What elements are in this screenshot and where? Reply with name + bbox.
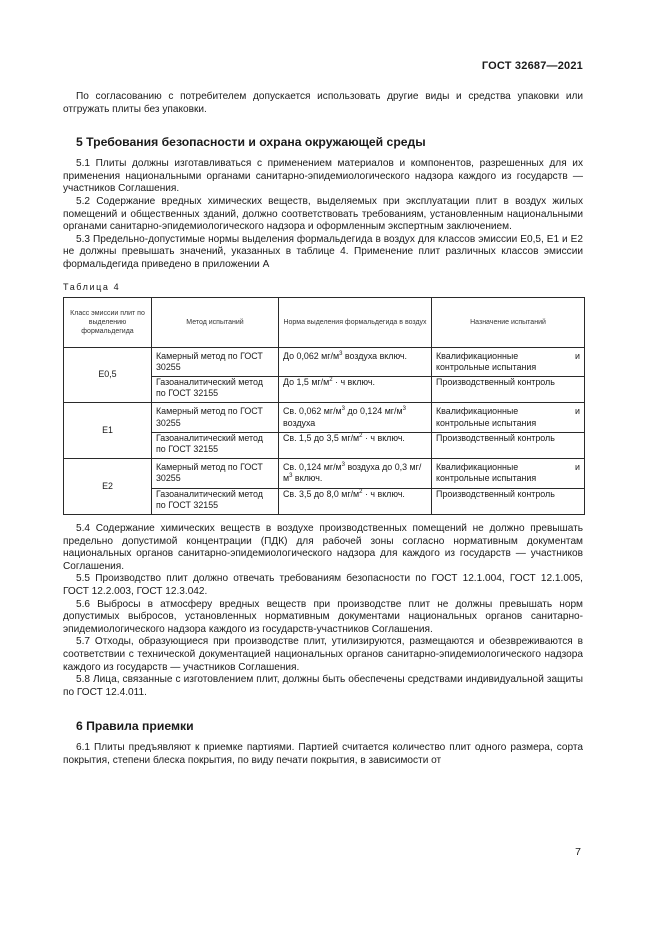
purpose-qualification: Квалификационные и контрольные испытания	[432, 459, 585, 488]
emission-class-cell: Е2	[64, 459, 152, 515]
clause-6-1: 6.1 Плиты предъявляют к приемке партиями. Партией считается количество плит одного размера, сорта покрытия, степени блеска покрытия, по виду печати покрытия, в зависимости от	[63, 742, 583, 766]
emission-class-cell: Е0,5	[64, 347, 152, 403]
table-header-row	[64, 297, 585, 347]
table-4-caption: Таблица 4	[63, 281, 121, 292]
clause-5-3: 5.3 Предельно-допустимые нормы выделения формальдегида в воздух для классов эмиссии Е0,5, Е1 и Е2 не должны превышать значений, указанных в таблице 4. Применение плит различных классов эмиссии формальдегида приведено в приложении А	[63, 233, 583, 270]
norm-gas-analytic: Св. 3,5 до 8,0 $мг/м^2 \cdot ч$ включ.	[279, 488, 432, 514]
clause-5-6: 5.6 Выбросы в атмосферу вредных веществ при производстве плит не должны превышать норм допустимых выбросов, установленных нормативным документами национальных органов санитарно-эпидемиологического надзора каждого из государств-участников Соглашения.	[63, 598, 583, 635]
page-content	[63, 91, 583, 767]
method-chamber: Камерный метод по ГОСТ 30255	[152, 459, 279, 488]
norm-gas-analytic: Св. 1,5 до 3,5 $мг/м^2 \cdot ч$ включ.	[279, 432, 432, 458]
header-test-method: Метод испытаний	[152, 297, 279, 347]
method-gas-analytic: Газоаналитический метод по ГОСТ 32155	[152, 432, 279, 458]
norm-gas-analytic: До 1,5 $мг/м^2 \cdot ч$ включ.	[279, 376, 432, 402]
norm-chamber: До 0,062 $мг/м^3$ воздуха включ.	[279, 347, 432, 376]
purpose-qualification: Квалификационные и контрольные испытания	[432, 347, 585, 376]
method-gas-analytic: Газоаналитический метод по ГОСТ 32155	[152, 488, 279, 514]
norm-chamber: Св. 0,062 $мг/м^3$ до 0,124 $мг/м^3$ воздуха	[279, 403, 432, 432]
table-row	[64, 403, 585, 432]
table-row	[64, 459, 585, 488]
clause-5-8: 5.8 Лица, связанные с изготовлением плит, должны быть обеспечены средствами индивидуальной защиты по ГОСТ 12.4.011.	[63, 674, 583, 698]
section-5-title: 5 Требования безопасности и охрана окружающей среды	[76, 135, 426, 150]
method-chamber: Камерный метод по ГОСТ 30255	[152, 347, 279, 376]
norm-chamber: Св. 0,124 $мг/м^3$ воздуха до 0,3 $мг/м^3$ включ.	[279, 459, 432, 488]
section-6-title: 6 Правила приемки	[76, 719, 194, 734]
header-emission-norm: Норма выделения формальдегида в воздух	[279, 297, 432, 347]
clause-5-1: 5.1 Плиты должны изготавливаться с применением материалов и компонентов, разрешенных для их применения национальными органами санитарно-эпидемиологического надзора каждого из государств — участников Соглашения.	[63, 158, 583, 195]
purpose-qualification: Квалификационные и контрольные испытания	[432, 403, 585, 432]
method-chamber: Камерный метод по ГОСТ 30255	[152, 403, 279, 432]
table-row	[64, 347, 585, 376]
clause-5-4: 5.4 Содержание химических веществ в воздухе производственных помещений не должно превышать предельно допустимой концентрации (ПДК) для рабочей зоны согласно нормативным документам национальных органов санитарно-эпидемиологического надзора для каждого из государств — участников Соглашения.	[63, 522, 583, 572]
page-number: 7	[575, 846, 581, 858]
clause-5-7: 5.7 Отходы, образующиеся при производстве плит, утилизируются, размещаются и обезвреживаются в соответствии с технической документацией национальных органов санитарно-эпидемиологического надзора каждого из государств — участников Соглашения.	[63, 636, 583, 673]
clause-5-2: 5.2 Содержание вредных химических веществ, выделяемых при эксплуатации плит в воздух жилых помещений и общественных зданий, должно соответствовать требованиям, установленным национальными органами санитарно-эпидемиологического надзора и оформленным экспертным заключением.	[63, 195, 583, 233]
emission-class-cell: Е1	[64, 403, 152, 459]
clause-5-5: 5.5 Производство плит должно отвечать требованиям безопасности по ГОСТ 12.1.004, ГОСТ 12.1.005, ГОСТ 12.2.003, ГОСТ 12.3.042.	[63, 573, 583, 597]
purpose-production-control: Производственный контроль	[432, 376, 585, 402]
header-test-purpose: Назначение испытаний	[432, 297, 585, 347]
intro-paragraph: По согласованию с потребителем допускается использовать другие виды и средства упаковки или отгружать плиты без упаковки.	[63, 91, 583, 115]
document-id-header: ГОСТ 32687—2021	[481, 60, 583, 72]
header-emission-class: Класс эмиссии плит по выделению формальдегида	[64, 297, 152, 347]
purpose-production-control: Производственный контроль	[432, 432, 585, 458]
purpose-production-control: Производственный контроль	[432, 488, 585, 514]
table-4	[63, 297, 585, 515]
method-gas-analytic: Газоаналитический метод по ГОСТ 32155	[152, 376, 279, 402]
